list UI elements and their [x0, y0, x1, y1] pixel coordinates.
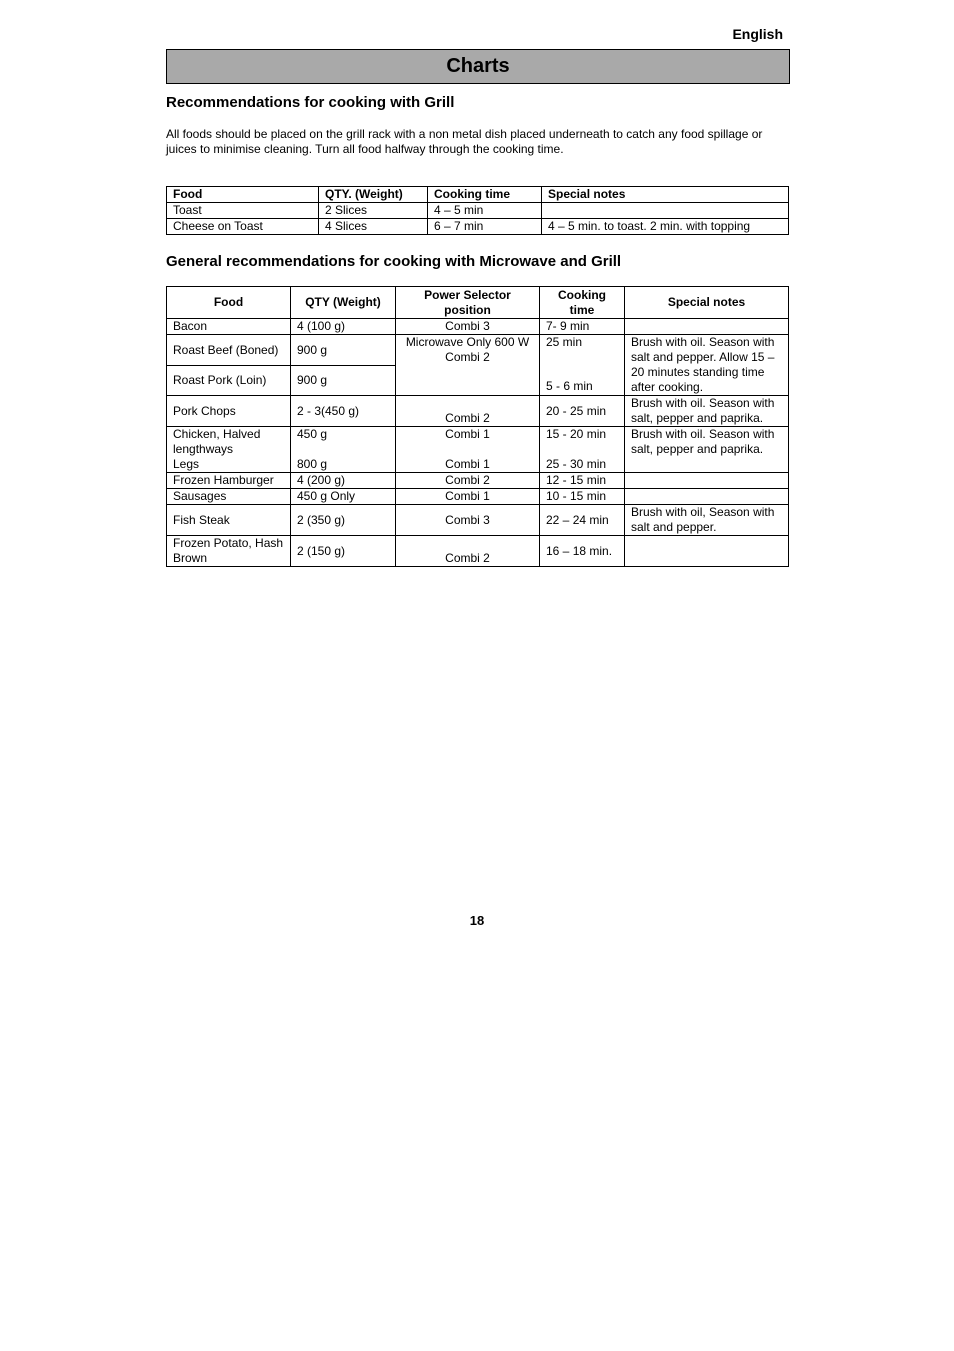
cell-notes: 4 – 5 min. to toast. 2 min. with topping [542, 219, 789, 235]
time-line: 5 - 6 min [546, 379, 593, 393]
combi-heading: General recommendations for cooking with Microwave and Grill [166, 253, 622, 270]
cell-qty: 900 g [291, 335, 396, 366]
cell-notes: Brush with oil. Season with salt and pepper. Allow 15 – 20 minutes standing time after cooking. [625, 335, 789, 396]
food-line: Legs [173, 457, 200, 471]
cell-notes: Brush with oil, Season with salt and pepper. [625, 505, 789, 536]
page-title: Charts [166, 49, 790, 84]
table-row [167, 203, 789, 219]
cell-time [540, 427, 625, 473]
cell-qty [291, 427, 396, 473]
cell-power: Combi 2 [396, 536, 540, 567]
cell-time: 12 - 15 min [540, 473, 625, 489]
cell-food: Cheese on Toast [167, 219, 319, 235]
table-row [167, 396, 789, 427]
header-food: Food [167, 187, 319, 203]
grill-intro: All foods should be placed on the grill rack with a non metal dish placed underneath to catch any food spillage or juices to minimise cleaning. Turn all food halfway through the cooking time. [166, 127, 763, 156]
header-special-notes: Special notes [625, 287, 789, 319]
cell-food [167, 427, 291, 473]
qty-line: 800 g [297, 457, 328, 471]
cell-qty: 450 g Only [291, 489, 396, 505]
cell-time: 22 – 24 min [540, 505, 625, 536]
cell-qty: 2 - 3(450 g) [291, 396, 396, 427]
cell-food: Roast Beef (Boned) [167, 335, 291, 366]
power-line: Combi 1 [445, 427, 490, 441]
header-qty: QTY. (Weight) [319, 187, 428, 203]
cell-notes [625, 489, 789, 505]
cell-notes [625, 473, 789, 489]
cell-qty: 4 (100 g) [291, 319, 396, 335]
table-row [167, 335, 789, 366]
cell-time: 16 – 18 min. [540, 536, 625, 567]
cell-qty: 4 (200 g) [291, 473, 396, 489]
cell-qty: 2 (350 g) [291, 505, 396, 536]
header-cooking-time: Cooking time [428, 187, 542, 203]
table-header-row [167, 187, 789, 203]
header-qty: QTY (Weight) [291, 287, 396, 319]
cell-notes: Brush with oil. Season with salt, pepper and paprika. [625, 396, 789, 427]
table-row [167, 219, 789, 235]
time-line: 25 - 30 min [546, 457, 607, 471]
cell-time: 20 - 25 min [540, 396, 625, 427]
time-line: 15 - 20 min [546, 427, 607, 441]
page-number: 18 [469, 913, 485, 928]
cell-notes [542, 203, 789, 219]
time-line: 25 min [546, 335, 583, 349]
table-row [167, 505, 789, 536]
cell-qty: 900 g [291, 366, 396, 396]
cell-power: Combi 3 [396, 505, 540, 536]
language-label: English [732, 26, 783, 42]
table-row [167, 489, 789, 505]
cell-food: Fish Steak [167, 505, 291, 536]
cell-food: Bacon [167, 319, 291, 335]
cell-time: 10 - 15 min [540, 489, 625, 505]
qty-line: 450 g [297, 427, 328, 441]
combi-table [166, 286, 789, 567]
cell-food: Frozen Potato, Hash Brown [167, 536, 291, 567]
power-line: Combi 2 [445, 350, 490, 364]
header-cooking-time: Cooking time [540, 287, 625, 319]
cell-time: 7- 9 min [540, 319, 625, 335]
table-row [167, 536, 789, 567]
cell-food: Sausages [167, 489, 291, 505]
grill-heading: Recommendations for cooking with Grill [166, 94, 455, 111]
cell-time: 6 – 7 min [428, 219, 542, 235]
cell-notes [625, 319, 789, 335]
cell-power: Combi 1 [396, 489, 540, 505]
table-row [167, 319, 789, 335]
cell-qty: 2 Slices [319, 203, 428, 219]
food-line: Chicken, Halved lengthways [173, 427, 261, 456]
cell-qty: 2 (150 g) [291, 536, 396, 567]
cell-food: Toast [167, 203, 319, 219]
power-line: Microwave Only 600 W [405, 335, 530, 349]
header-special-notes: Special notes [542, 187, 789, 203]
cell-food: Frozen Hamburger [167, 473, 291, 489]
cell-qty: 4 Slices [319, 219, 428, 235]
header-power-selector: Power Selector position [396, 287, 540, 319]
cell-food: Roast Pork (Loin) [167, 366, 291, 396]
header-food: Food [167, 287, 291, 319]
cell-notes [625, 536, 789, 567]
table-header-row [167, 287, 789, 319]
cell-power: Combi 2 [396, 473, 540, 489]
cell-food: Pork Chops [167, 396, 291, 427]
cell-power [396, 427, 540, 473]
cell-power [396, 335, 540, 396]
cell-time [540, 335, 625, 396]
power-line: Combi 1 [445, 457, 490, 471]
table-row [167, 473, 789, 489]
cell-time: 4 – 5 min [428, 203, 542, 219]
grill-table [166, 186, 789, 235]
table-row [167, 427, 789, 473]
cell-power: Combi 2 [396, 396, 540, 427]
cell-notes: Brush with oil. Season with salt, pepper and paprika. [625, 427, 789, 473]
cell-power: Combi 3 [396, 319, 540, 335]
